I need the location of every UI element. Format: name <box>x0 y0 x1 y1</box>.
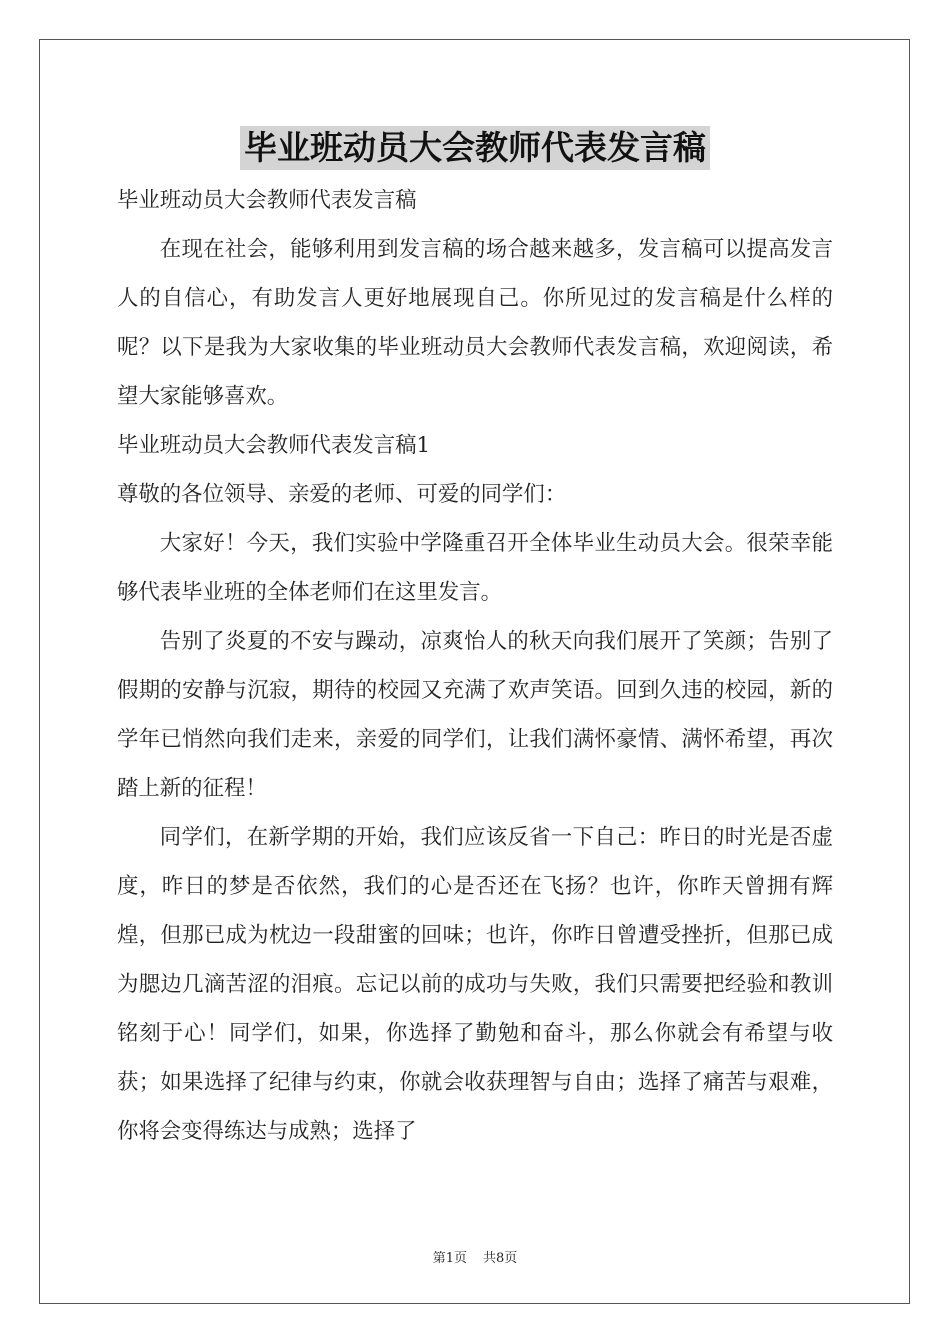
paragraph: 在现在社会，能够利用到发言稿的场合越来越多，发言稿可以提高发言人的自信心，有助发言人更好地展现自己。你所见过的发言稿是什么样的呢？以下是我为大家收集的毕业班动员大会教师代表发言稿，欢迎阅读，希望大家能够喜欢。 <box>117 237 833 409</box>
paragraph: 尊敬的各位领导、亲爱的老师、可爱的同学们： <box>117 482 567 507</box>
paragraph: 毕业班动员大会教师代表发言稿 <box>117 188 417 213</box>
paragraph: 大家好！今天，我们实验中学隆重召开全体毕业生动员大会。很荣幸能够代表毕业班的全体老师们在这里发言。 <box>117 531 833 605</box>
title-wrap <box>0 126 950 170</box>
paragraph: 告别了炎夏的不安与躁动，凉爽怡人的秋天向我们展开了笑颜；告别了假期的安静与沉寂，期待的校园又充满了欢声笑语。回到久违的校园，新的学年已悄然向我们走来，亲爱的同学们，让我们满怀豪情、满怀希望，再次踏上新的征程！ <box>117 629 833 801</box>
document-body <box>117 176 833 1156</box>
page-number: 第1页 <box>432 1251 467 1266</box>
document-title: 毕业班动员大会教师代表发言稿 <box>240 126 710 170</box>
page-total: 共8页 <box>483 1251 518 1266</box>
paragraph: 同学们，在新学期的开始，我们应该反省一下自己：昨日的时光是否虚度，昨日的梦是否依然，我们的心是否还在飞扬？也许，你昨天曾拥有辉煌，但那已成为枕边一段甜蜜的回味；也许，你昨日曾遭受挫折，但那已成为腮边几滴苦涩的泪痕。忘记以前的成功与失败，我们只需要把经验和教训铭刻于心！同学们，如果，你选择了勤勉和奋斗，那么你就会有希望与收获；如果选择了纪律与约束，你就会收获理智与自由；选择了痛苦与艰难，你将会变得练达与成熟；选择了 <box>117 825 833 1144</box>
paragraph: 毕业班动员大会教师代表发言稿1 <box>117 433 431 458</box>
page-footer <box>0 1247 950 1266</box>
